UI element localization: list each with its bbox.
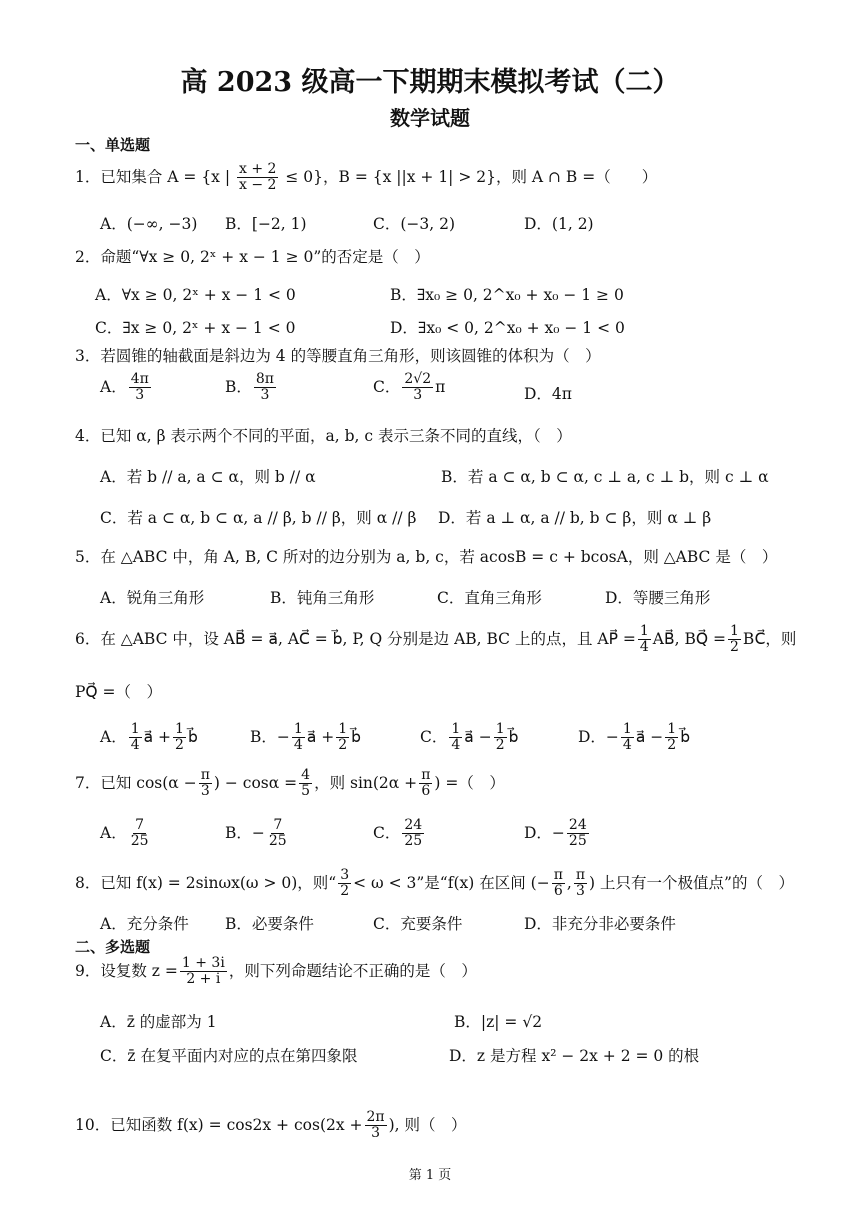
q9-stem-b: ，则下列命题结论不正确的是（ ） <box>228 961 477 980</box>
q6-c-label: C． <box>420 727 448 746</box>
q6-b-f2-den: 2 <box>338 737 348 754</box>
q6-b-f2-num: 1 <box>338 721 348 737</box>
q8-f1-den: 2 <box>340 883 350 900</box>
q7-c-num: 24 <box>404 817 423 833</box>
q8-option-a: A．充分条件 <box>100 915 189 933</box>
q6-c-f1-den: 4 <box>451 737 461 754</box>
q6-a-f2-num: 1 <box>175 721 184 737</box>
q8-f1-num: 3 <box>340 867 350 883</box>
q6-d-f1-num: 1 <box>622 721 632 737</box>
q6-option-d <box>578 722 690 754</box>
q7-b-num: 7 <box>273 817 283 833</box>
q5-option-b: B．钝角三角形 <box>270 589 375 607</box>
q6-a-f2-den: 2 <box>175 737 184 754</box>
q6-a-label: A． <box>100 727 127 746</box>
q3-b-label: B． <box>225 377 252 396</box>
q3-option-b <box>225 372 278 404</box>
q8-stem-c: , <box>566 873 572 892</box>
q6-f2-num: 1 <box>729 623 739 639</box>
q9-f-den: 2 + i <box>186 971 221 988</box>
q3-option-a <box>100 372 153 404</box>
q6-a-frac-1 <box>129 722 142 754</box>
q1-option-a: A．(−∞, −3) <box>100 215 198 233</box>
question-3-stem: 3．若圆锥的轴截面是斜边为 4 的等腰直角三角形，则该圆锥的体积为（ ） <box>75 347 601 365</box>
q2-option-a: A．∀x ≥ 0, 2ˣ + x − 1 < 0 <box>95 286 296 304</box>
q8-frac-1 <box>338 868 351 900</box>
q1-fraction <box>237 162 278 194</box>
q7-d-frac <box>567 818 589 850</box>
q3-option-d: D．4π <box>524 385 572 403</box>
q7-stem-a: 7．已知 cos(α − <box>75 773 197 792</box>
q9-stem-a: 9．设复数 z = <box>75 961 178 980</box>
q1-frac-den: x − 2 <box>239 177 277 194</box>
q8-stem-b: < ω < 3”是“f(x) 在区间 (− <box>353 873 550 892</box>
q8-option-d: D．非充分非必要条件 <box>524 915 676 933</box>
q2-option-b: B．∃x₀ ≥ 0, 2^x₀ + x₀ − 1 ≥ 0 <box>390 286 624 304</box>
q8-f2-num: π <box>553 867 563 883</box>
q6-c-f1-num: 1 <box>451 721 461 737</box>
page-subtitle: 数学试题 <box>390 106 470 130</box>
page-number: 第 1 页 <box>408 1168 452 1183</box>
q7-frac-3 <box>419 768 432 800</box>
q7-c-label: C． <box>373 823 401 842</box>
question-7-stem <box>75 768 505 800</box>
q7-c-den: 25 <box>404 833 423 850</box>
q9-option-b: B．|z| = √2 <box>454 1013 543 1031</box>
section-heading-single: 一、单选题 <box>75 136 151 154</box>
q6-option-a <box>100 722 198 754</box>
q3-b-frac <box>254 372 276 404</box>
q9-frac <box>180 956 227 988</box>
q3-a-num: 4π <box>130 371 149 387</box>
q7-option-d <box>524 818 591 850</box>
q7-f1-den: 3 <box>200 783 210 800</box>
question-5-stem: 5．在 △ABC 中，角 A, B, C 所对的边分别为 a, b, c，若 acosB = c + bcosA，则 △ABC 是（ ） <box>75 548 778 566</box>
q6-b-end: b⃗ <box>351 727 361 746</box>
q7-f2-num: 4 <box>301 767 311 783</box>
q2-option-d: D．∃x₀ < 0, 2^x₀ + x₀ − 1 < 0 <box>390 319 625 337</box>
q7-a-den: 25 <box>130 833 149 850</box>
q5-option-d: D．等腰三角形 <box>605 589 711 607</box>
q3-a-label: A． <box>100 377 127 396</box>
q6-option-c <box>420 722 518 754</box>
q6-b-mid: a⃗ + <box>306 727 335 746</box>
q6-b-f1-den: 4 <box>293 737 303 754</box>
q7-stem-b: ) − cosα = <box>213 773 298 792</box>
q7-b-den: 25 <box>268 833 287 850</box>
q3-a-frac <box>129 372 151 404</box>
q4-option-b: B．若 a ⊂ α, b ⊂ α, c ⊥ a, c ⊥ b，则 c ⊥ α <box>441 468 769 486</box>
q7-option-a <box>100 818 153 850</box>
q9-f-num: 1 + 3i <box>181 955 225 971</box>
q6-d-f2-den: 2 <box>667 737 677 754</box>
section-heading-multi: 二、多选题 <box>75 938 151 956</box>
q1-frac-num: x + 2 <box>239 161 277 177</box>
q7-d-label: D．− <box>524 823 565 842</box>
q9-option-d: D．z 是方程 x² − 2x + 2 = 0 的根 <box>449 1047 700 1065</box>
q3-b-den: 3 <box>260 387 270 404</box>
q6-c-end: b⃗ <box>508 727 519 746</box>
q1-stem-post: ≤ 0}，B = {x ||x + 1| > 2}，则 A ∩ B =（ ） <box>285 167 658 186</box>
q1-option-c: C．(−3, 2) <box>373 215 456 233</box>
q7-f2-den: 5 <box>301 783 311 800</box>
q7-f3-num: π <box>421 767 431 783</box>
q10-f-den: 3 <box>371 1125 381 1142</box>
q3-b-num: 8π <box>255 371 274 387</box>
q8-f3-num: π <box>575 867 586 883</box>
q6-b-frac-2 <box>336 722 349 754</box>
q6-d-end: b⃗ <box>680 727 691 746</box>
q6-f2-den: 2 <box>729 639 739 656</box>
q6-frac-2 <box>728 624 741 656</box>
q6-a-f1-num: 1 <box>130 721 140 737</box>
q3-c-num: 2√2 <box>404 371 432 387</box>
q6-d-frac-2 <box>665 722 678 754</box>
q2-option-c: C．∃x ≥ 0, 2ˣ + x − 1 < 0 <box>95 319 296 337</box>
q9-option-c: C．z̄ 在复平面内对应的点在第四象限 <box>100 1047 358 1065</box>
q7-a-frac <box>129 818 151 850</box>
q3-c-frac <box>402 372 433 404</box>
q6-d-f1-den: 4 <box>622 737 632 754</box>
q1-option-b: B．[−2, 1) <box>225 215 307 233</box>
question-8-stem <box>75 868 794 900</box>
q7-d-den: 25 <box>568 833 587 850</box>
q7-c-frac <box>402 818 424 850</box>
q6-c-f2-den: 2 <box>495 737 505 754</box>
q7-b-label: B．− <box>225 823 265 842</box>
q10-frac <box>365 1110 387 1142</box>
q6-b-f1-num: 1 <box>293 721 303 737</box>
q5-option-a: A．锐角三角形 <box>100 589 205 607</box>
q7-a-num: 7 <box>135 817 145 833</box>
q10-f-num: 2π <box>366 1109 385 1125</box>
question-6-stem-line2: PQ⃗ =（ ） <box>75 683 163 701</box>
q6-a-mid: a⃗ + <box>143 727 172 746</box>
q7-option-b <box>225 818 291 850</box>
q3-a-den: 3 <box>135 387 145 404</box>
q7-frac-2 <box>299 768 312 800</box>
q6-a-f1-den: 4 <box>130 737 140 754</box>
q6-c-f2-num: 1 <box>495 721 505 737</box>
q8-option-b: B．必要条件 <box>225 915 314 933</box>
q6-f1-num: 1 <box>639 623 649 639</box>
q6-stem-c: BC⃗，则 <box>742 629 797 648</box>
q6-frac-1 <box>638 624 651 656</box>
q8-stem-a: 8．已知 f(x) = 2sinωx(ω > 0)，则“ <box>75 873 337 892</box>
q7-b-frac <box>267 818 289 850</box>
q7-a-label: A． <box>100 823 127 842</box>
q6-b-label: B．− <box>250 727 290 746</box>
question-10-stem <box>75 1110 467 1142</box>
q4-option-d: D．若 a ⊥ α, a // b, b ⊂ β，则 α ⊥ β <box>438 509 712 527</box>
q10-stem-a: 10．已知函数 f(x) = cos2x + cos(2x + <box>75 1115 363 1134</box>
page-title: 高 2023 级高一下期期末模拟考试（二） <box>180 67 680 98</box>
q3-c-den: 3 <box>413 387 423 404</box>
q3-c-post: π <box>435 377 446 396</box>
q3-c-label: C． <box>373 377 401 396</box>
q8-option-c: C．充要条件 <box>373 915 463 933</box>
q6-a-end: b⃗ <box>187 727 198 746</box>
q6-stem-a: 6．在 △ABC 中，设 AB⃗ = a⃗, AC⃗ = b⃗, P, Q 分别是边 AB, BC 上的点，且 AP⃗ = <box>75 629 636 648</box>
q6-c-frac-2 <box>494 722 507 754</box>
question-6-stem <box>75 624 796 656</box>
q6-c-frac-1 <box>449 722 462 754</box>
q7-stem-c: ，则 sin(2α + <box>314 773 418 792</box>
q7-stem-d: ) =（ ） <box>434 773 505 792</box>
q6-d-frac-1 <box>621 722 634 754</box>
q8-stem-d: ) 上只有一个极值点”的（ ） <box>589 873 794 892</box>
q10-stem-b: ), 则（ ） <box>388 1115 467 1134</box>
q6-c-mid: a⃗ − <box>464 727 492 746</box>
q7-frac-1 <box>199 768 212 800</box>
q6-d-mid: a⃗ − <box>635 727 664 746</box>
q7-option-c <box>373 818 426 850</box>
q6-a-frac-2 <box>173 722 186 754</box>
q8-frac-3 <box>574 868 587 900</box>
q6-f1-den: 4 <box>639 639 649 656</box>
q1-option-d: D．(1, 2) <box>524 215 594 233</box>
q3-option-c <box>373 372 445 404</box>
q7-d-num: 24 <box>568 817 587 833</box>
q8-f3-den: 3 <box>575 883 585 900</box>
q6-d-label: D．− <box>578 727 619 746</box>
q8-f2-den: 6 <box>553 883 563 900</box>
q8-frac-2 <box>552 868 565 900</box>
q9-option-a: A．z̄ 的虚部为 1 <box>100 1013 217 1031</box>
q4-option-a: A．若 b // a, a ⊂ α，则 b // α <box>100 468 316 486</box>
q7-f1-num: π <box>200 767 210 783</box>
q6-d-f2-num: 1 <box>667 721 677 737</box>
q7-f3-den: 6 <box>421 783 431 800</box>
q6-option-b <box>250 722 361 754</box>
q6-stem-b: AB⃗, BQ⃗ = <box>652 629 726 648</box>
q5-option-c: C．直角三角形 <box>437 589 542 607</box>
q4-option-c: C．若 a ⊂ α, b ⊂ α, a // β, b // β，则 α // β <box>100 509 417 527</box>
question-1-stem <box>75 162 657 194</box>
question-4-stem: 4．已知 α, β 表示两个不同的平面，a, b, c 表示三条不同的直线，（ ） <box>75 427 572 445</box>
q6-b-frac-1 <box>292 722 305 754</box>
q1-stem-pre: 1．已知集合 A = {x | <box>75 167 231 186</box>
question-9-stem <box>75 956 477 988</box>
question-2-stem: 2．命题“∀x ≥ 0, 2ˣ + x − 1 ≥ 0”的否定是（ ） <box>75 248 430 266</box>
